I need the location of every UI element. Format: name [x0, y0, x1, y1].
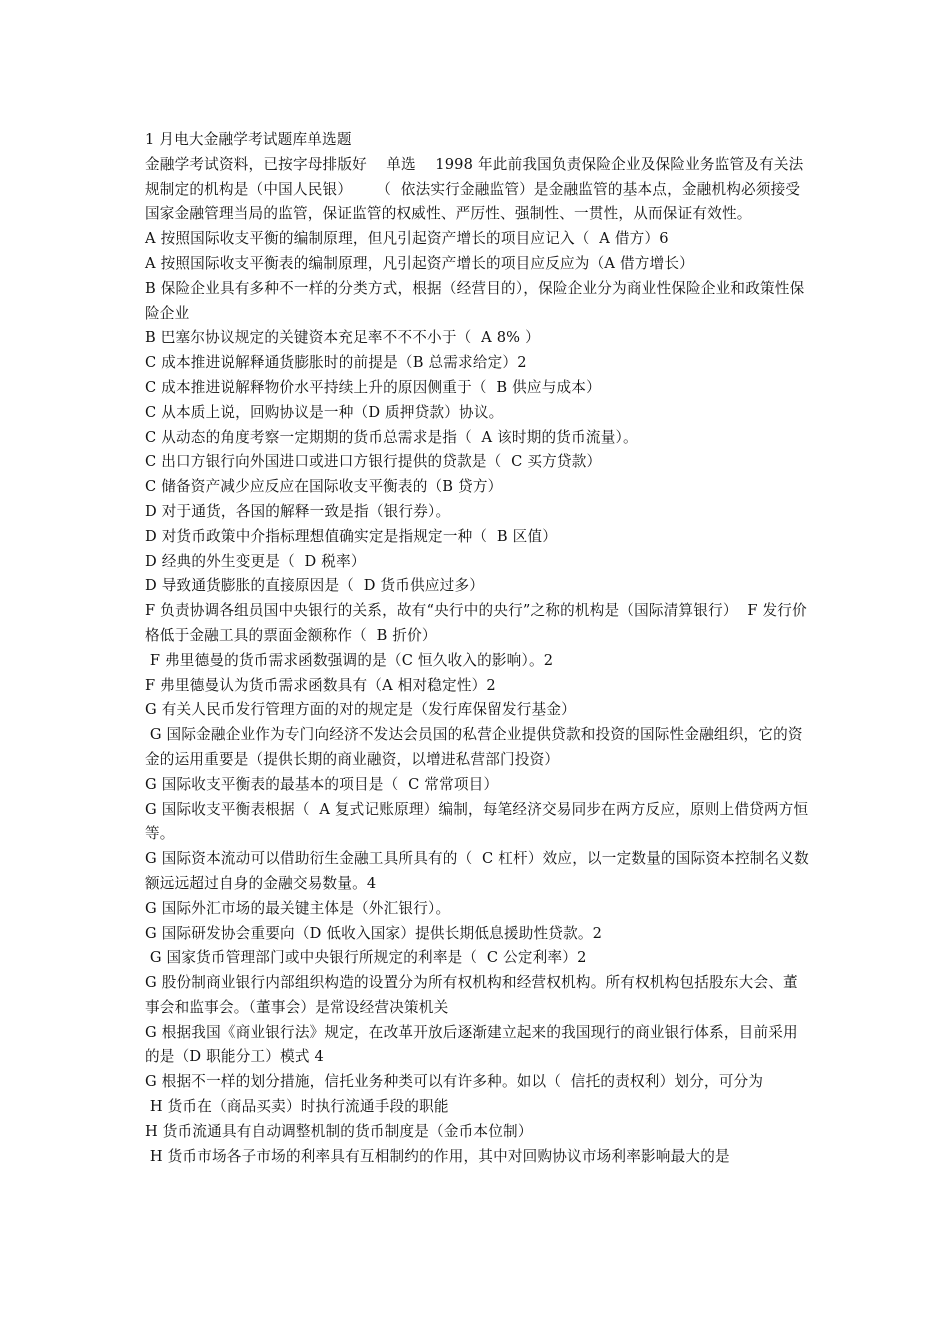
document-title: 1 月电大金融学考试题库单选题: [145, 131, 352, 148]
paragraph: G 国际金融企业作为专门向经济不发达会员国的私营企业提供贷款和投资的国际性金融组织，它的资金的运用重要是（提供长期的商业融资，以增进私营部门投资）: [145, 726, 803, 768]
paragraph: D 对货币政策中介指标理想值确实定是指规定一种（ B 区值）: [145, 527, 558, 545]
paragraph: F 弗里德曼认为货币需求函数具有（A 相对稳定性）2: [145, 676, 496, 694]
paragraph: G 根据不一样的划分措施，信托业务种类可以有许多种。如以（ 信托的责权利）划分，可分为: [145, 1073, 764, 1091]
paragraph: D 经典的外生变更是（ D 税率）: [145, 552, 366, 570]
paragraph: B 保险企业具有多种不一样的分类方式，根据（经营目的），保险企业分为商业性保险企业和政策性保险企业: [145, 279, 805, 322]
paragraph: A 按照国际收支平衡的编制原理，但凡引起资产增长的项目应记入（ A 借方）6: [145, 230, 669, 248]
paragraph: F 负责协调各组员国中央银行的关系，故有“央行中的央行”之称的机构是（国际清算银行） F 发行价格低于金融工具的票面金额称作（ B 折价）: [145, 602, 807, 644]
paragraph: G 国际研发协会重要向（D 低收入国家）提供长期低息援助性贷款。2: [145, 924, 603, 942]
paragraph: G 国际资本流动可以借助衍生金融工具所具有的（ C 杠杆）效应，以一定数量的国际资本控制名义数额远远超过自身的金融交易数量。4: [145, 850, 809, 892]
document-body: [145, 128, 810, 1169]
paragraph: C 出口方银行向外国进口或进口方银行提供的贷款是（ C 买方贷款）: [145, 453, 602, 471]
paragraph: F 弗里德曼的货币需求函数强调的是（C 恒久收入的影响）。2: [145, 651, 554, 669]
paragraph: G 国家货币管理部门或中央银行所规定的利率是（ C 公定利率）2: [145, 949, 587, 967]
paragraph: G 国际外汇市场的最关键主体是（外汇银行）。: [145, 899, 451, 917]
paragraph: G 股份制商业银行内部组织构造的设置分为所有权机构和经营权机构。所有权机构包括股东大会、董事会和监事会。（董事会）是常设经营决策机关: [145, 974, 798, 1016]
paragraph: C 储备资产减少应反应在国际收支平衡表的（B 贷方）: [145, 478, 503, 496]
paragraph: C 从本质上说，回购协议是一种（D 质押贷款）协议。: [145, 403, 504, 421]
paragraph: 金融学考试资料，已按字母排版好 单选 1998 年此前我国负责保险企业及保险业务监管及有关法规制定的机构是（中国人民银） （ 依法实行金融监管）是金融监管的基本点，金融机构必须接受国家金融管理当局的监管，保证监管的权威性、严厉性、强制性、一贯性，从而保证有效性。: [145, 155, 804, 223]
paragraph: G 有关人民币发行管理方面的对的规定是（发行库保留发行基金）: [145, 701, 576, 719]
paragraph: B 巴塞尔协议规定的关键资本充足率不不不小于（ A 8% ）: [145, 329, 540, 347]
paragraph: C 从动态的角度考察一定期期的货币总需求是指（ A 该时期的货币流量）。: [145, 428, 638, 446]
paragraph: G 国际收支平衡表根据（ A 复式记账原理）编制，每笔经济交易同步在两方反应，原则上借贷两方恒等。: [145, 800, 809, 843]
paragraph: D 导致通货膨胀的直接原因是（ D 货币供应过多）: [145, 577, 485, 595]
paragraph: H 货币流通具有自动调整机制的货币制度是（金币本位制）: [145, 1122, 533, 1140]
paragraph: G 根据我国《商业银行法》规定，在改革开放后逐渐建立起来的我国现行的商业银行体系，目前采用的是（D 职能分工）模式 4: [145, 1023, 798, 1066]
paragraph: G 国际收支平衡表的最基本的项目是（ C 常常项目）: [145, 775, 499, 793]
paragraph: C 成本推进说解释物价水平持续上升的原因侧重于（ B 供应与成本）: [145, 378, 601, 396]
paragraph: H 货币在（商品买卖）时执行流通手段的职能: [145, 1098, 449, 1116]
paragraph: D 对于通货，各国的解释一致是指（银行券）。: [145, 502, 451, 520]
paragraph: A 按照国际收支平衡表的编制原理，凡引起资产增长的项目应反应为（A 借方增长）: [145, 254, 694, 272]
paragraph: H 货币市场各子市场的利率具有互相制约的作用，其中对回购协议市场利率影响最大的是: [145, 1147, 730, 1165]
paragraph: C 成本推进说解释通货膨胀时的前提是（B 总需求给定）2: [145, 354, 527, 372]
